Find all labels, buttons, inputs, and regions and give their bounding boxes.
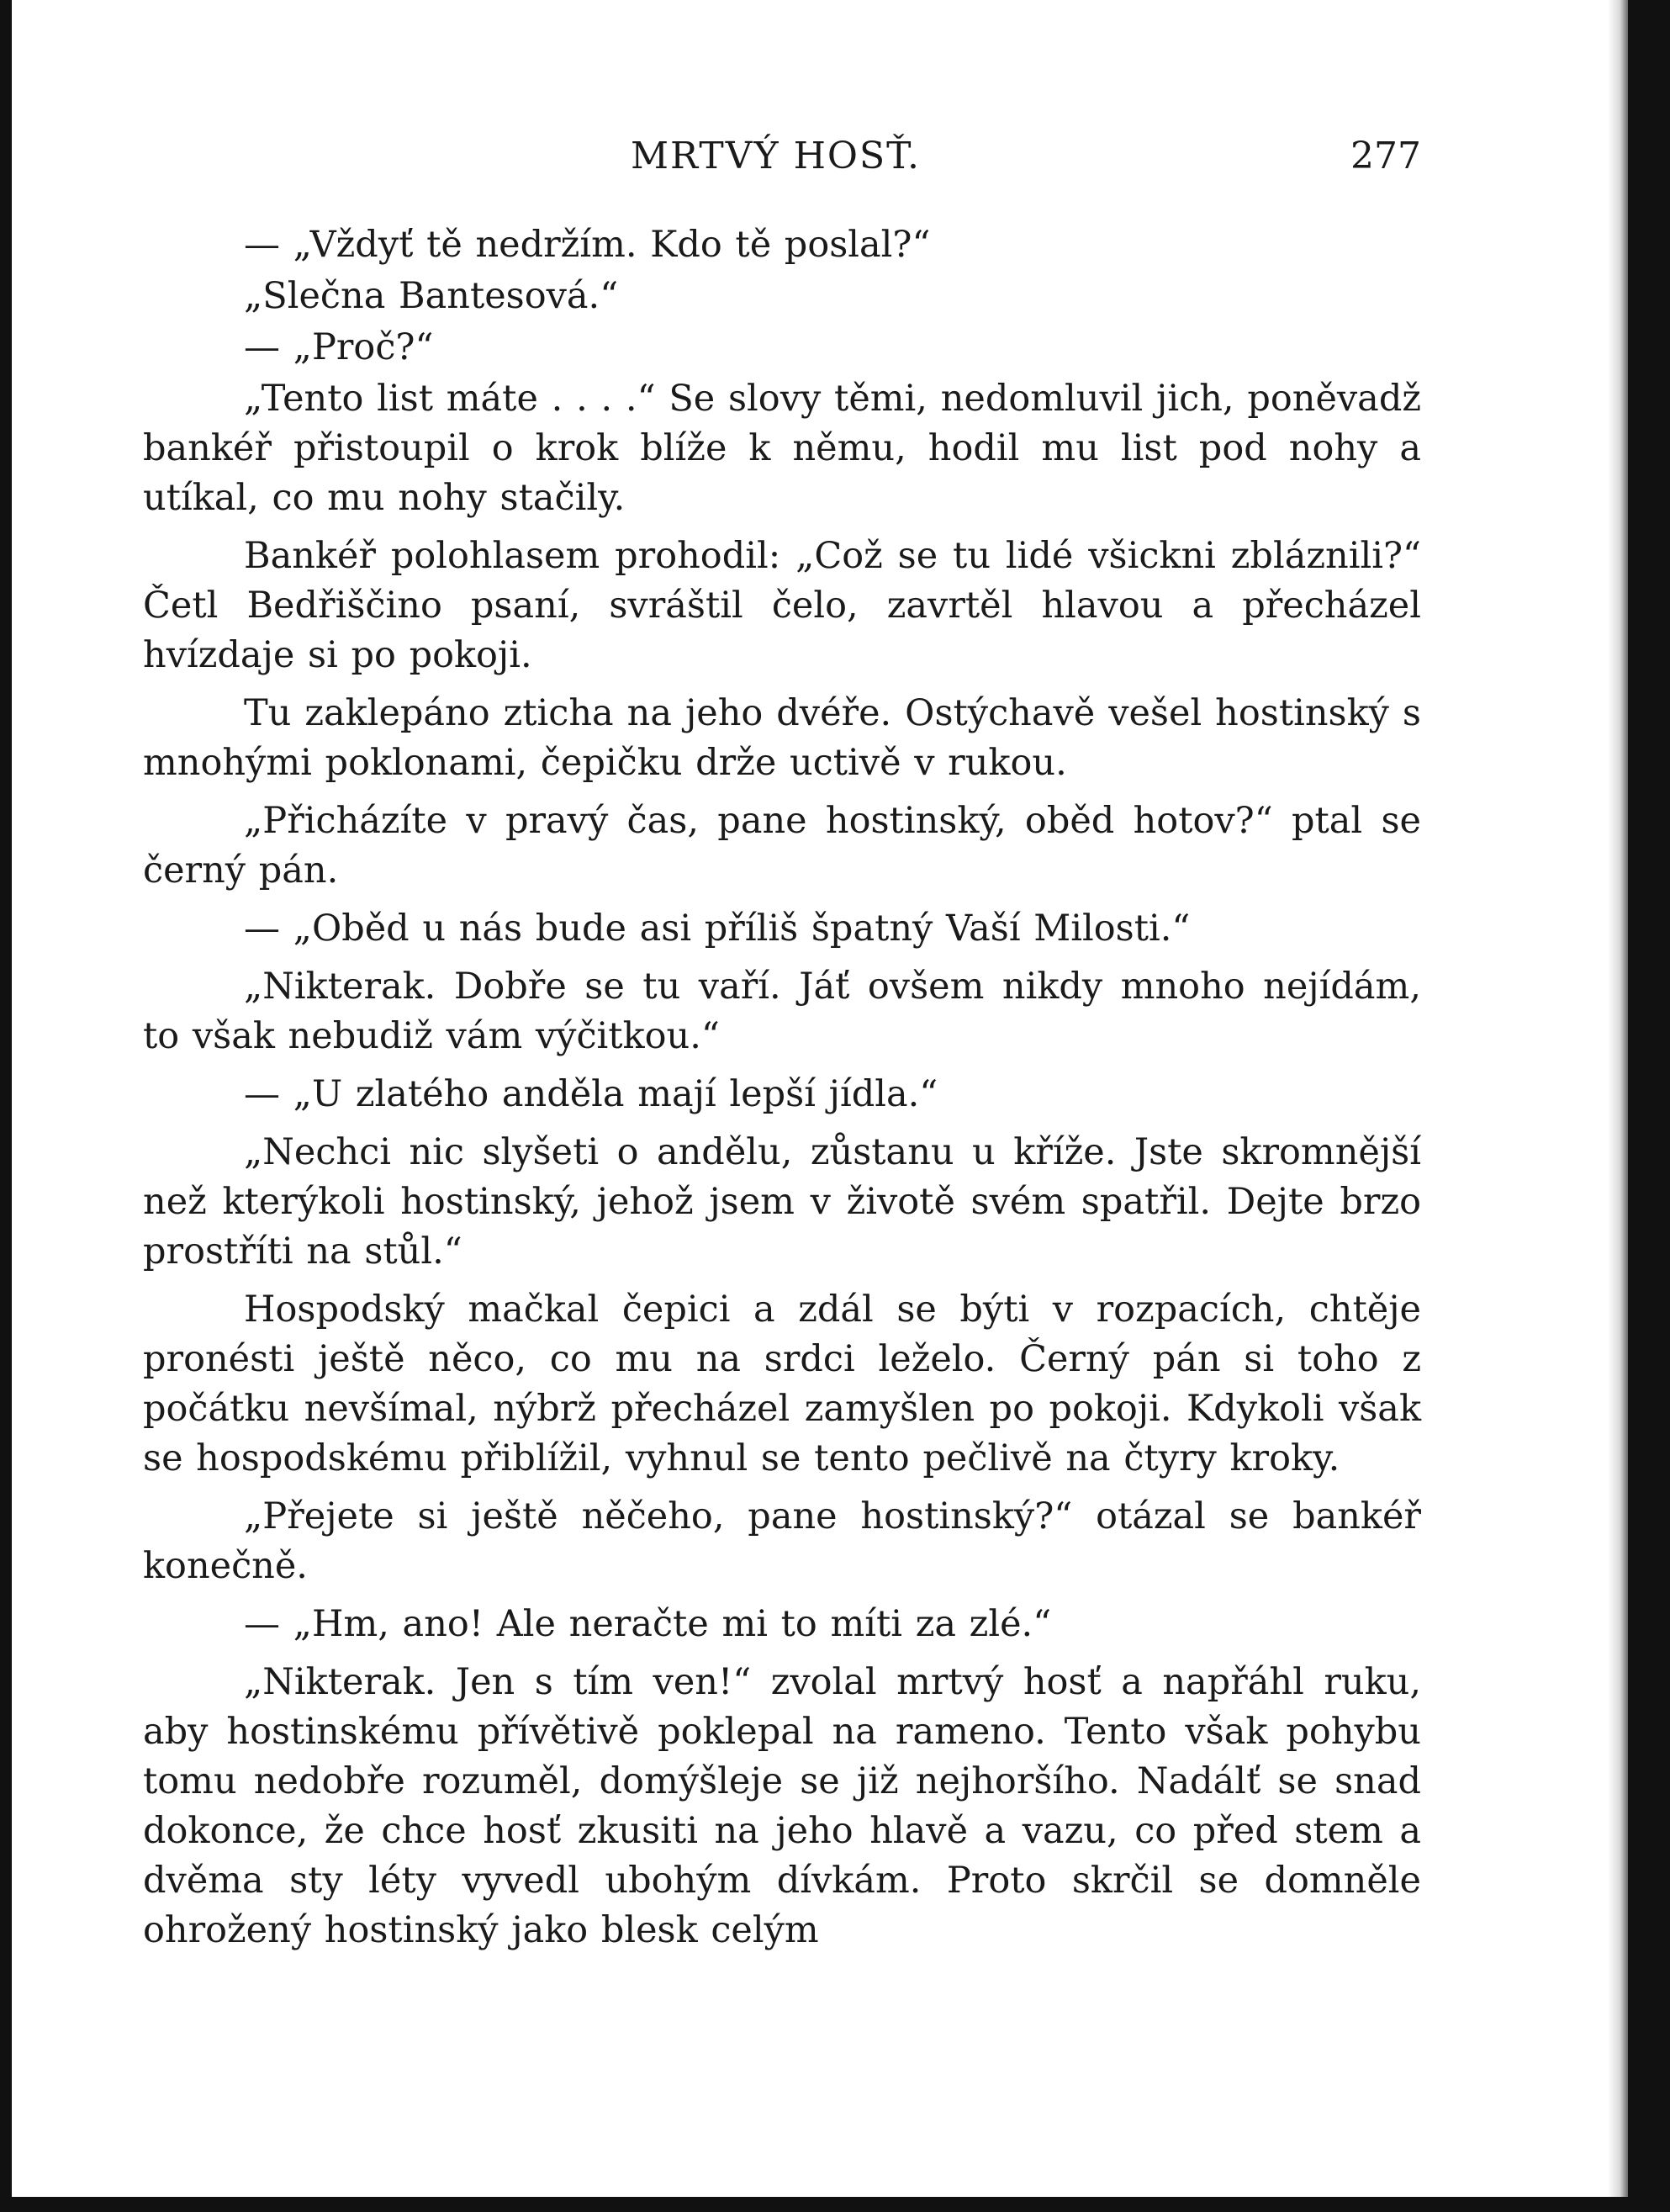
- scan-border-right: [1628, 0, 1670, 2212]
- scan-border-bottom: [0, 2197, 1670, 2212]
- scan-border-left: [0, 0, 12, 2212]
- paragraph: — „Hm, ano! Ale neračte mi to míti za zlé.“: [244, 1603, 1052, 1645]
- paragraph: „Slečna Bantesová.“: [244, 275, 619, 317]
- paragraph: „Přejete si ještě něčeho, pane hostinský?“ otázal se bankéř konečně.: [143, 1495, 1421, 1587]
- paragraph: — „Oběd u nás bude asi příliš špatný Vaší Milosti.“: [244, 908, 1191, 950]
- page-edge-shadow: [1608, 0, 1628, 2212]
- paragraph: „Nikterak. Dobře se tu vaří. Jáť ovšem nikdy mnoho nejídám, to však nebudiž vám výčitkou.“: [143, 966, 1421, 1057]
- book-page: [143, 126, 1421, 1964]
- text-body: [143, 220, 1421, 1955]
- running-title: MRTVÝ HOSŤ.: [631, 135, 922, 177]
- paragraph: „Nechci nic slyšeti o andělu, zůstanu u kříže. Jste skromnější než kterýkoli hostinský, jehož jsem v životě svém spatřil. Dejte brzo prostříti na stůl.“: [143, 1131, 1421, 1273]
- paragraph: Hospodský mačkal čepici a zdál se býti v rozpacích, chtěje pronésti ještě něco, co mu na srdci leželo. Černý pán si toho z počátku nevšímal, nýbrž přecházel zamyšlen po pokoji. Kdykoli však se hospodskému přiblížil, vyhnul se tento pečlivě na čtyry kroky.: [143, 1289, 1421, 1479]
- paragraph: — „Vždyť tě nedržím. Kdo tě poslal?“: [244, 224, 931, 266]
- page-number: 277: [1350, 135, 1421, 177]
- paragraph: „Tento list máte . . . .“ Se slovy těmi, nedomluvil jich, poněvadž bankéř přistoupil o krok blíže k němu, hodil mu list pod nohy a utíkal, co mu nohy stačily.: [143, 378, 1421, 519]
- paragraph: — „Proč?“: [244, 326, 434, 368]
- running-head: [143, 126, 1421, 185]
- paragraph: „Přicházíte v pravý čas, pane hostinský, oběd hotov?“ ptal se černý pán.: [143, 800, 1421, 892]
- paragraph: Tu zaklepáno zticha na jeho dvéře. Ostýchavě vešel hostinský s mnohými poklonami, čepičku drže uctivě v rukou.: [143, 692, 1421, 784]
- paragraph: — „U zlatého anděla mají lepší jídla.“: [244, 1073, 938, 1115]
- paragraph: „Nikterak. Jen s tím ven!“ zvolal mrtvý hosť a napřáhl ruku, aby hostinskému přívětivě poklepal na rameno. Tento však pohybu tomu nedobře rozuměl, domýšleje se již nejhoršího. Nadálť se snad dokonce, že chce hosť zkusiti na jeho hlavě a vazu, co před stem a dvěma sty léty vyvedl ubohým dívkám. Proto skrčil se domněle ohrožený hostinský jako blesk celým: [143, 1661, 1421, 1951]
- paragraph: Bankéř polohlasem prohodil: „Což se tu lidé všickni zbláznili?“ Četl Bedřiščino psaní, svráštil čelo, zavrtěl hlavou a přecházel hvízdaje si po pokoji.: [143, 535, 1421, 676]
